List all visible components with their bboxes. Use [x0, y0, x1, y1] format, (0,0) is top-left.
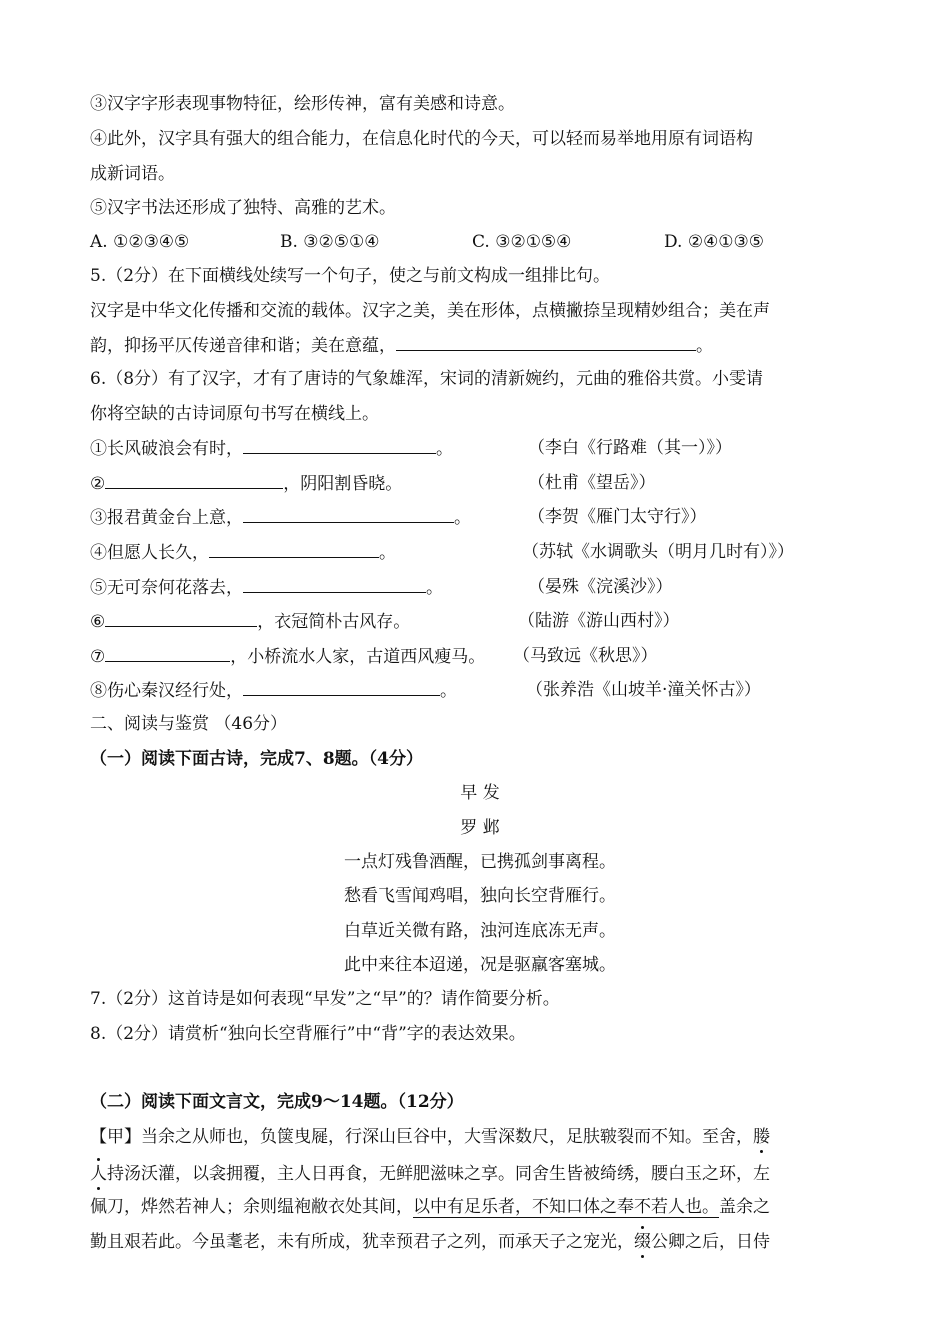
- q6-blank-5[interactable]: [243, 576, 426, 593]
- q5-text-end: 。: [696, 336, 713, 356]
- q6-source-1: （李白《行路难（其一）》）: [528, 438, 732, 458]
- q6-stem-line1: 6.（8分）有了汉字，才有了唐诗的气象雄浑，宋词的清新婉约，元曲的雅俗共赏。小雯请: [90, 369, 764, 389]
- q6-blank-1[interactable]: [243, 437, 436, 454]
- q6-line-8-post: 。: [440, 681, 457, 701]
- dotted-char: 缀: [634, 1232, 651, 1252]
- q6-source-3: （李贺《雁门太守行》）: [528, 507, 707, 527]
- option-c: C. ③②①⑤④: [472, 232, 572, 252]
- passage-line-3: [90, 1196, 770, 1218]
- q6-line-5-post: 。: [426, 578, 443, 598]
- q6-line-1-pre: ①长风破浪会有时，: [90, 439, 243, 459]
- poem-line-4: 此中来往本迢递，况是驱羸客塞城。: [344, 955, 616, 975]
- q5-text-line2: [90, 334, 713, 357]
- sentence-3: ③汉字字形表现事物特征，绘形传神，富有美感和诗意。: [90, 94, 515, 114]
- q6-line-7-post: ，小桥流水人家，古道西风瘦马。: [230, 647, 486, 667]
- option-a: A. ①②③④⑤: [90, 232, 190, 252]
- passage-text: 勤且艰若此。今虽耄老，未有所成，犹幸预君子之列，而承天子之宠光，: [90, 1232, 634, 1252]
- q6-source-5: （晏殊《浣溪沙》）: [528, 577, 673, 597]
- dotted-char: 人: [90, 1164, 107, 1184]
- q6-blank-4[interactable]: [209, 541, 379, 558]
- q6-blank-8[interactable]: [243, 679, 440, 696]
- q6-line-4-pre: ④但愿人长久，: [90, 543, 209, 563]
- q6-source-4: （苏轼《水调歌头（明月几时有）》）: [522, 542, 794, 562]
- poem-line-2: 愁看飞雪闻鸡唱，独向长空背雁行。: [344, 886, 616, 906]
- part-2-title: （二）阅读下面文言文，完成9～14题。（12分）: [90, 1092, 464, 1112]
- q6-source-6: （陆游《游山西村》）: [518, 611, 680, 631]
- q6-line-6: [90, 610, 410, 633]
- q6-blank-6[interactable]: [105, 610, 257, 627]
- option-d: D. ②④①③⑤: [664, 232, 765, 252]
- dotted-char: 媵: [753, 1127, 770, 1147]
- q6-line-1-post: 。: [436, 439, 453, 459]
- q6-line-5-pre: ⑤无可奈何花落去，: [90, 578, 243, 598]
- q6-line-2-post: ，阴阳割昏晓。: [283, 474, 403, 494]
- passage-text: 公卿之后，日侍: [651, 1232, 770, 1252]
- q6-source-8: （张养浩《山坡羊·潼关怀古》）: [526, 680, 761, 700]
- q6-stem-line2: 你将空缺的古诗词原句书写在横线上。: [90, 404, 379, 424]
- poem-title: 早 发: [460, 783, 500, 803]
- poem-line-1: 一点灯残鲁酒醒，已携孤剑事离程。: [344, 852, 616, 872]
- sentence-5: ⑤汉字书法还形成了独特、高雅的艺术。: [90, 198, 396, 218]
- sentence-4-line1: ④此外，汉字具有强大的组合能力，在信息化时代的今天，可以轻而易举地用原有词语构: [90, 129, 753, 149]
- passage-text: 盖余之: [719, 1197, 770, 1217]
- q6-blank-2[interactable]: [105, 472, 283, 489]
- sentence-4-line2: 成新词语。: [90, 164, 175, 184]
- q5-answer-blank[interactable]: [396, 334, 696, 351]
- passage-text: 【甲】当余之从师也，负箧曳屣，行深山巨谷中，大雪深数尺，足肤皲裂而不知。至舍，: [90, 1127, 753, 1147]
- underlined-sentence: 以中有足乐者，不知口体之奉不若人也。: [413, 1197, 719, 1217]
- q6-source-7: （马致远《秋思》）: [513, 646, 658, 666]
- q8: 8.（2分）请赏析“独向长空背雁行”中“背”字的表达效果。: [90, 1024, 526, 1044]
- option-b: B. ③②⑤①④: [280, 232, 380, 252]
- passage-line-2: [90, 1163, 770, 1185]
- q6-line-6-post: ，衣冠简朴古风存。: [257, 612, 411, 632]
- q7: 7.（2分）这首诗是如何表现“早发”之“早”的？请作简要分析。: [90, 989, 560, 1009]
- q6-line-4: [90, 541, 396, 564]
- q5-text: 韵，抑扬平仄传递音律和谐；美在意蕴，: [90, 336, 396, 356]
- q6-blank-3[interactable]: [243, 506, 454, 523]
- part-1-title: （一）阅读下面古诗，完成7、8题。（4分）: [90, 749, 423, 769]
- q6-line-6-pre: ⑥: [90, 612, 106, 632]
- passage-line-1: [90, 1126, 770, 1148]
- q6-line-8: [90, 679, 457, 702]
- q6-line-3: [90, 506, 471, 529]
- passage-line-4: [90, 1231, 770, 1253]
- q6-line-3-post: 。: [454, 508, 471, 528]
- q6-line-8-pre: ⑧伤心秦汉经行处，: [90, 681, 243, 701]
- q6-source-2: （杜甫《望岳》）: [528, 473, 656, 493]
- q6-line-4-post: 。: [379, 543, 396, 563]
- poem-line-3: 白草近关微有路，浊河连底冻无声。: [344, 921, 616, 941]
- q6-line-2: [90, 472, 402, 495]
- q5-stem: 5.（2分）在下面横线处续写一个句子，使之与前文构成一组排比句。: [90, 266, 611, 286]
- section-2-title: 二、阅读与鉴赏 （46分）: [90, 714, 288, 734]
- passage-text: 佩刀，烨然若神人；余则缊袍敝衣处其间，: [90, 1197, 413, 1217]
- q6-line-2-pre: ②: [90, 474, 106, 494]
- q6-line-1: [90, 437, 453, 460]
- q5-text-line1: 汉字是中华文化传播和交流的载体。汉字之美，美在形体，点横撇捺呈现精妙组合；美在声: [90, 301, 770, 321]
- passage-text: 持汤沃灌，以衾拥覆，主人日再食，无鲜肥滋味之享。同舍生皆被绮绣，腰白玉之环，左: [107, 1164, 770, 1184]
- q6-line-7-pre: ⑦: [90, 647, 106, 667]
- q6-blank-7[interactable]: [105, 645, 230, 662]
- poem-author: 罗 邺: [460, 818, 500, 838]
- q6-line-5: [90, 576, 443, 599]
- q6-line-7: [90, 645, 485, 668]
- q6-line-3-pre: ③报君黄金台上意，: [90, 508, 243, 528]
